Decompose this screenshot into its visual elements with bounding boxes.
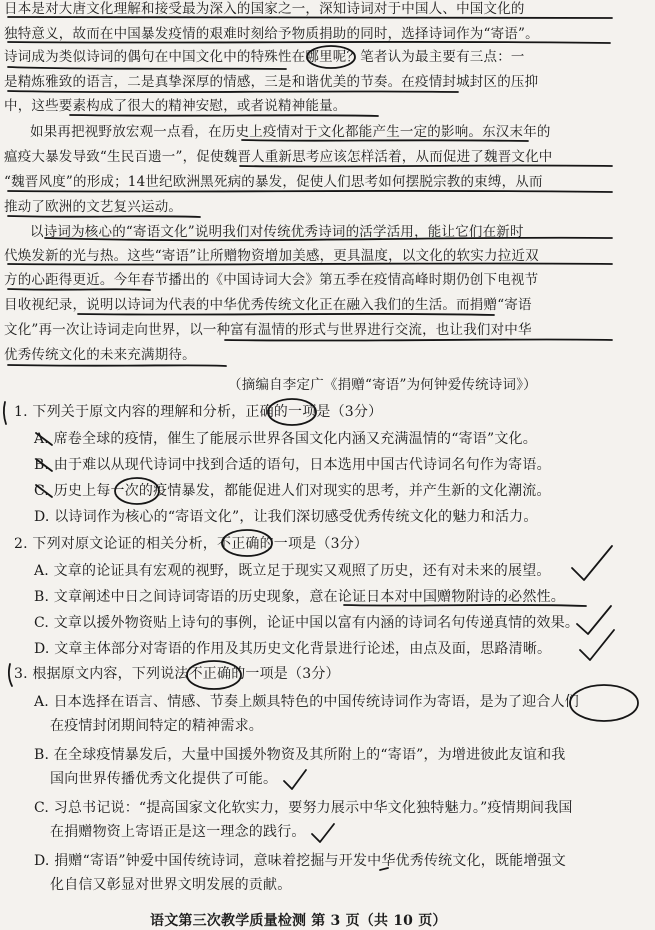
passage-line: 日本是对大唐文化理解和接受最为深入的国家之一，深知诗词对于中国人、中国文化的 bbox=[4, 1, 525, 17]
passage-source: （摘编自李定广《捐赠“寄语”为何钟爱传统诗词》） bbox=[228, 377, 537, 393]
check-mark bbox=[577, 606, 611, 634]
option-c: C. 文章以援外物资贴上诗句的事例，论证中国以富有内涵的诗词名句传递真情的效果。 bbox=[34, 615, 580, 631]
passage-line: 文化”再一次让诗词走向世界，以一种富有温情的形式与世界进行交流，也让我们对中华 bbox=[4, 322, 532, 338]
underline-mark bbox=[8, 67, 286, 69]
passage-line: 以诗词为核心的“寄语文化”说明我们对传统优秀诗词的活学活用，能让它们在新时 bbox=[30, 224, 524, 240]
option-a: A. 席卷全球的疫情，催生了能展示世界各国文化内涵又充满温情的“寄语”文化。 bbox=[34, 431, 537, 447]
passage-line: 代焕发新的光与热。这些“寄语”让所赠物资增加美感，更具温度，以文化的软实力拉近双 bbox=[4, 248, 539, 264]
passage-line: 如果再把视野放宏观一点看，在历史上疫情对于文化都能产生一定的影响。东汉末年的 bbox=[30, 124, 551, 140]
option-b: B. 由于难以从现代诗词中找到合适的语句，日本选用中国古代诗词名句作为寄语。 bbox=[34, 457, 551, 473]
passage-line: 优秀传统文化的未来充满期待。 bbox=[4, 347, 196, 363]
passage-line: 中，这些要素构成了很大的精神安慰，或者说精神能量。 bbox=[4, 98, 347, 114]
page-footer: 语文第三次教学质量检测 第 3 页（共 10 页） bbox=[150, 913, 447, 929]
check-mark bbox=[284, 770, 306, 789]
underline-mark bbox=[8, 216, 200, 217]
passage-line: 目收视纪录，说明以诗词为代表的中华优秀传统文化正在融入我们的生活。而捐赠“寄语 bbox=[4, 297, 532, 313]
margin-mark bbox=[9, 664, 12, 686]
underline-mark bbox=[70, 115, 378, 116]
option-d: D. 以诗词作为核心的“寄语文化”，让我们深切感受优秀传统文化的魅力和活力。 bbox=[34, 509, 538, 525]
check-mark bbox=[572, 546, 612, 580]
passage-line: 方的心距得更近。今年春节播出的《中国诗词大会》第五季在疫情高峰时期仍创下电视节 bbox=[4, 272, 539, 288]
passage-line: 诗词成为类似诗词的偶句在中国文化中的特殊性在哪里呢？笔者认为最主要有三点：一 bbox=[4, 49, 525, 65]
question-stem: 3. 根据原文内容，下列说法不正确的一项是（3分） bbox=[14, 666, 340, 682]
option-c: C. 历史上每一次的疫情暴发，都能促进人们对现实的思考，并产生新的文化潮流。 bbox=[34, 483, 551, 499]
passage-line: 是精炼雅致的语言，二是真挚深厚的情感，三是和谐优美的节奏。在疫情封城封区的压抑 bbox=[4, 74, 539, 90]
underline-mark bbox=[8, 91, 458, 92]
option-a-cont: 在疫情封闭期间特定的精神需求。 bbox=[50, 718, 263, 734]
passage-line: 推动了欧洲的文艺复兴运动。 bbox=[4, 199, 183, 215]
option-d: D. 文章主体部分对寄语的作用及其历史文化背景进行论述，由点及面，思路清晰。 bbox=[34, 641, 552, 657]
option-d-cont: 化自信又彰显对世界文明发展的贡献。 bbox=[50, 877, 292, 893]
option-d: D. 捐赠“寄语”钟爱中国传统诗词，意味着挖掘与开发中华优秀传统文化，既能增强文 bbox=[34, 853, 566, 869]
underline-mark bbox=[8, 191, 612, 192]
underline-mark bbox=[225, 339, 612, 340]
question-stem: 2. 下列对原文论证的相关分析，不正确的一项是（3分） bbox=[14, 536, 369, 552]
passage-line: 独特意义，故而在中国暴发疫情的艰难时刻给予物质捐助的同时，选择诗词作为“寄语”。 bbox=[4, 26, 539, 42]
option-c: C. 习总书记说：“提高国家文化软实力，要努力展示中华文化独特魅力。”疫情期间我国 bbox=[34, 800, 573, 816]
option-b: B. 在全球疫情暴发后，大量中国援外物资及其所附上的“寄语”，为增进彼此友谊和我 bbox=[34, 747, 566, 763]
check-mark bbox=[580, 630, 614, 660]
passage-line: 瘟疫大暴发导致“生民百遗一”，促使魏晋人重新思考应该怎样活着，从而促进了魏晋文化中 bbox=[4, 149, 553, 165]
underline-mark bbox=[78, 314, 494, 315]
option-b: B. 文章阐述中日之间诗词寄语的历史现象，意在论证日本对中国赠物附诗的必然性。 bbox=[34, 589, 565, 605]
circle-mark bbox=[570, 685, 638, 721]
underline-mark bbox=[8, 289, 150, 290]
margin-mark bbox=[4, 402, 6, 424]
question-stem: 1. 下列关于原文内容的理解和分析，正确的一项是（3分） bbox=[14, 404, 383, 420]
check-mark bbox=[312, 824, 334, 842]
option-c-cont: 在捐赠物资上寄语正是这一理念的践行。 bbox=[50, 824, 306, 840]
option-b-cont: 国向世界传播优秀文化提供了可能。 bbox=[50, 771, 278, 787]
option-a: A. 文章的论证具有宏观的视野，既立足于现实又观照了历史，还有对未来的展望。 bbox=[34, 563, 551, 579]
option-a: A. 日本选择在语言、情感、节奏上颇具特色的中国传统诗词作为寄语，是为了迎合人们 bbox=[34, 694, 580, 710]
underline-mark bbox=[8, 365, 226, 366]
passage-line: “魏晋风度”的形成；14世纪欧洲黑死病的暴发，促使人们思考如何摆脱宗教的束缚，从而 bbox=[4, 174, 543, 190]
